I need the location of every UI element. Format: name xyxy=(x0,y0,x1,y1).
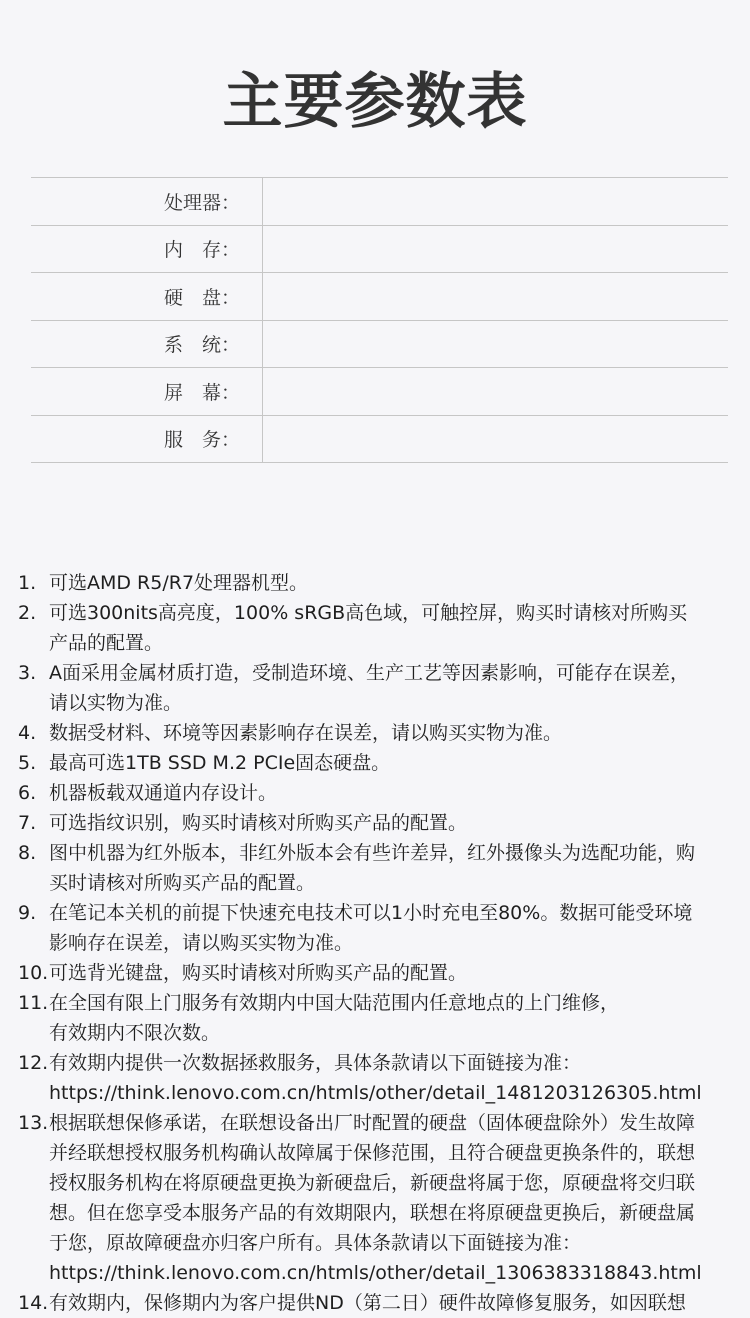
note-line: 并经联想授权服务机构确认故障属于保修范围，且符合硬盘更换条件的，联想 xyxy=(49,1142,696,1164)
note-text xyxy=(49,1048,733,1108)
note-number: 1. xyxy=(18,572,37,594)
note-number: 10. xyxy=(18,962,49,984)
note-line: 有效期内提供一次数据拯救服务，具体条款请以下面链接为准： xyxy=(49,1052,582,1074)
spec-value xyxy=(263,368,728,415)
note-item xyxy=(18,958,733,988)
spec-value xyxy=(263,273,728,320)
note-number: 3. xyxy=(18,662,37,684)
note-line: A面采用金属材质打造，受制造环境、生产工艺等因素影响，可能存在误差， xyxy=(49,662,689,684)
note-number: 4. xyxy=(18,722,37,744)
note-number: 13. xyxy=(18,1112,49,1134)
note-number: 7. xyxy=(18,812,37,834)
note-text xyxy=(49,778,733,808)
note-line: 可选指纹识别，购买时请核对所购买产品的配置。 xyxy=(49,812,468,834)
note-number: 6. xyxy=(18,782,37,804)
spec-row xyxy=(31,416,728,464)
note-text xyxy=(49,748,733,778)
note-number: 5. xyxy=(18,752,37,774)
note-number: 12. xyxy=(18,1052,49,1074)
note-item xyxy=(18,1288,733,1318)
note-text xyxy=(49,838,733,898)
note-number: 11. xyxy=(18,992,49,1014)
note-text xyxy=(49,658,733,718)
note-item xyxy=(18,778,733,808)
note-line: 根据联想保修承诺，在联想设备出厂时配置的硬盘（固体硬盘除外）发生故障 xyxy=(49,1112,696,1134)
spec-value xyxy=(263,416,728,463)
spec-row xyxy=(31,321,728,369)
note-text xyxy=(49,1288,733,1318)
note-item xyxy=(18,898,733,958)
note-item xyxy=(18,988,733,1048)
note-line: 请以实物为准。 xyxy=(49,692,183,714)
note-item xyxy=(18,1048,733,1108)
note-line: 在笔记本关机的前提下快速充电技术可以1小时充电至80%。数据可能受环境 xyxy=(49,902,693,924)
spec-row xyxy=(31,226,728,274)
note-text xyxy=(49,988,733,1048)
page-title: 主要参数表 xyxy=(222,67,528,137)
spec-value xyxy=(263,226,728,273)
note-line: https://think.lenovo.com.cn/htmls/other/detail_1306383318843.html xyxy=(49,1262,702,1284)
spec-row xyxy=(31,178,728,226)
note-line: 最高可选1TB SSD M.2 PCIe固态硬盘。 xyxy=(49,752,391,774)
note-line: 图中机器为红外版本，非红外版本会有些许差异，红外摄像头为选配功能，购 xyxy=(49,842,696,864)
note-item xyxy=(18,1108,733,1288)
spec-label: 硬 盘： xyxy=(31,273,263,320)
note-line: 于您，原故障硬盘亦归客户所有。具体条款请以下面链接为准： xyxy=(49,1232,582,1254)
note-item xyxy=(18,598,733,658)
note-line: 机器板载双通道内存设计。 xyxy=(49,782,278,804)
spec-label: 系 统： xyxy=(31,321,263,368)
note-number: 9. xyxy=(18,902,37,924)
spec-row xyxy=(31,273,728,321)
spec-label: 内 存： xyxy=(31,226,263,273)
note-item xyxy=(18,658,733,718)
note-line: https://think.lenovo.com.cn/htmls/other/detail_1481203126305.html xyxy=(49,1082,702,1104)
note-line: 买时请核对所购买产品的配置。 xyxy=(49,872,316,894)
note-line: 可选背光键盘，购买时请核对所购买产品的配置。 xyxy=(49,962,468,984)
note-text xyxy=(49,598,733,658)
spec-label: 处理器： xyxy=(31,178,263,225)
note-line: 有效期内不限次数。 xyxy=(49,1022,221,1044)
note-line: 在全国有限上门服务有效期内中国大陆范围内任意地点的上门维修， xyxy=(49,992,620,1014)
note-text xyxy=(49,808,733,838)
note-text xyxy=(49,958,733,988)
notes-list xyxy=(18,568,733,1318)
spec-value xyxy=(263,178,728,225)
note-item xyxy=(18,718,733,748)
note-line: 授权服务机构在将原硬盘更换为新硬盘后，新硬盘将属于您，原硬盘将交归联 xyxy=(49,1172,696,1194)
note-number: 2. xyxy=(18,602,37,624)
note-line: 有效期内，保修期内为客户提供ND（第二日）硬件故障修复服务，如因联想 xyxy=(49,1292,686,1314)
note-line: 可选AMD R5/R7处理器机型。 xyxy=(49,572,309,594)
note-line: 影响存在误差，请以购买实物为准。 xyxy=(49,932,354,954)
note-number: 8. xyxy=(18,842,37,864)
note-line: 数据受材料、环境等因素影响存在误差，请以购买实物为准。 xyxy=(49,722,563,744)
note-text xyxy=(49,718,733,748)
note-item xyxy=(18,838,733,898)
note-line: 可选300nits高亮度，100% sRGB高色域，可触控屏，购买时请核对所购买 xyxy=(49,602,688,624)
note-text xyxy=(49,898,733,958)
note-text xyxy=(49,1108,733,1288)
spec-value xyxy=(263,321,728,368)
note-number: 14. xyxy=(18,1292,49,1314)
spec-label: 屏 幕： xyxy=(31,368,263,415)
note-item xyxy=(18,808,733,838)
note-item xyxy=(18,568,733,598)
spec-table xyxy=(31,177,728,463)
note-line: 想。但在您享受本服务产品的有效期限内，联想在将原硬盘更换后，新硬盘属 xyxy=(49,1202,696,1224)
note-item xyxy=(18,748,733,778)
spec-label: 服 务： xyxy=(31,416,263,463)
note-text xyxy=(49,568,733,598)
note-line: 产品的配置。 xyxy=(49,632,164,654)
spec-row xyxy=(31,368,728,416)
